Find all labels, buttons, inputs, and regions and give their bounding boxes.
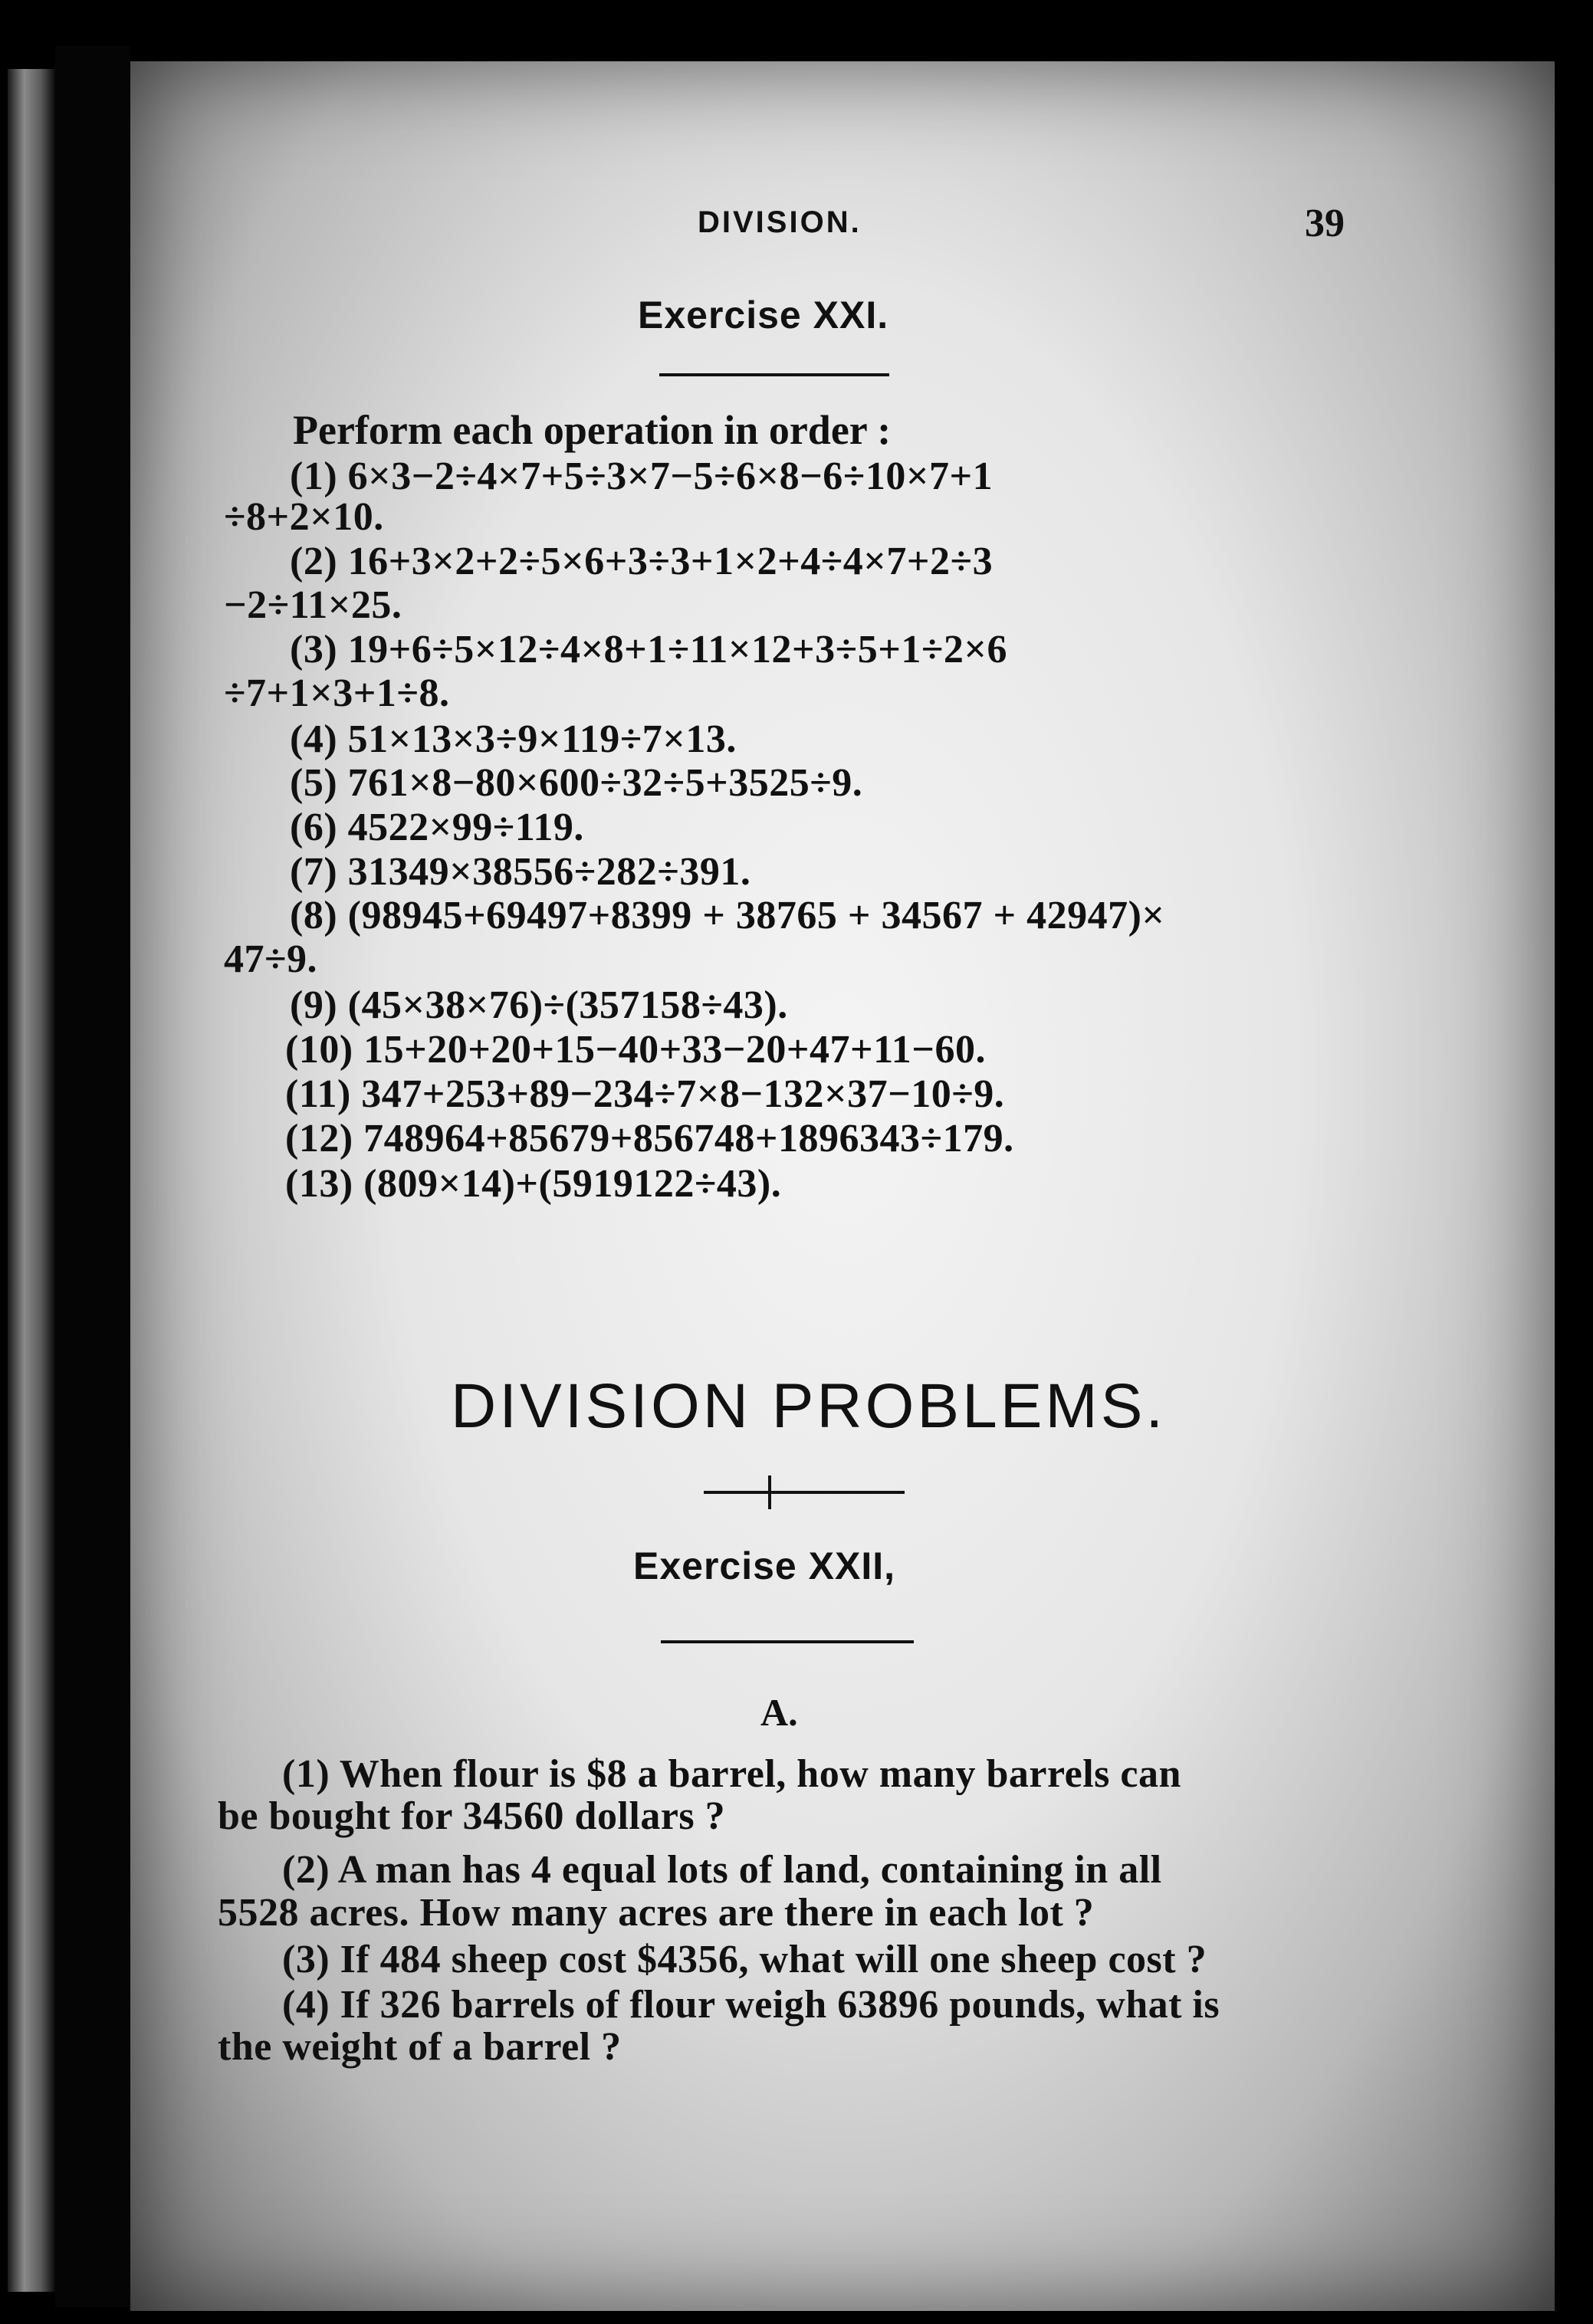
exercise-22-line-2: be bought for 34560 dollars ?	[218, 1794, 726, 1838]
book-gutter	[55, 46, 130, 2307]
exercise-22-line-7: the weight of a barrel ?	[218, 2025, 622, 2069]
exercise-21-rule	[659, 373, 889, 376]
exercise-21-instruction: Perform each operation in order :	[293, 407, 892, 453]
exercise-21-line-17: (13) (809×14)+(5919122÷43).	[285, 1162, 782, 1206]
exercise-22-line-3: (2) A man has 4 equal lots of land, containing in all	[282, 1848, 1162, 1892]
exercise-21-line-14: (10) 15+20+20+15−40+33−20+47+11−60.	[285, 1028, 986, 1072]
exercise-21-line-2: ÷8+2×10.	[224, 495, 384, 539]
section-title: DIVISION PROBLEMS.	[451, 1371, 1167, 1441]
exercise-22-part-label: A.	[760, 1691, 798, 1734]
exercise-22-line-6: (4) If 326 barrels of flour weigh 63896 pounds, what is	[282, 1983, 1220, 2027]
facing-page-edge	[8, 69, 55, 2292]
exercise-21-line-3: (2) 16+3×2+2÷5×6+3÷3+1×2+4÷4×7+2÷3	[290, 540, 994, 583]
exercise-21-line-10: (7) 31349×38556÷282÷391.	[290, 850, 751, 894]
exercise-21-title: Exercise XXI.	[638, 294, 889, 336]
exercise-21-line-13: (9) (45×38×76)÷(357158÷43).	[290, 983, 788, 1027]
exercise-22-line-1: (1) When flour is $8 a barrel, how many barrels can	[282, 1752, 1181, 1796]
section-rule	[704, 1491, 905, 1494]
exercise-21-line-5: (3) 19+6÷5×12÷4×8+1÷11×12+3÷5+1÷2×6	[290, 628, 1008, 671]
exercise-21-line-6: ÷7+1×3+1÷8.	[224, 671, 450, 715]
exercise-21-line-9: (6) 4522×99÷119.	[290, 806, 584, 849]
exercise-21-line-12: 47÷9.	[224, 937, 318, 981]
exercise-22-line-5: (3) If 484 sheep cost $4356, what will one sheep cost ?	[282, 1938, 1207, 1981]
exercise-22-title: Exercise XXII,	[633, 1544, 896, 1587]
exercise-22-line-4: 5528 acres. How many acres are there in each lot ?	[218, 1891, 1095, 1935]
page-number: 39	[1305, 202, 1345, 245]
exercise-21-line-15: (11) 347+253+89−234÷7×8−132×37−10÷9.	[285, 1072, 1005, 1116]
exercise-22-rule	[661, 1640, 914, 1643]
exercise-21-line-16: (12) 748964+85679+856748+1896343÷179.	[285, 1117, 1014, 1160]
section-rule-tick	[768, 1475, 771, 1509]
exercise-21-line-8: (5) 761×8−80×600÷32÷5+3525÷9.	[290, 761, 863, 805]
exercise-21-line-7: (4) 51×13×3÷9×119÷7×13.	[290, 717, 737, 761]
exercise-21-line-11: (8) (98945+69497+8399 + 38765 + 34567 + 42947)×	[290, 894, 1165, 937]
exercise-21-line-1: (1) 6×3−2÷4×7+5÷3×7−5÷6×8−6÷10×7+1	[290, 455, 994, 498]
exercise-21-line-4: −2÷11×25.	[224, 583, 402, 627]
running-title: DIVISION.	[698, 205, 862, 239]
